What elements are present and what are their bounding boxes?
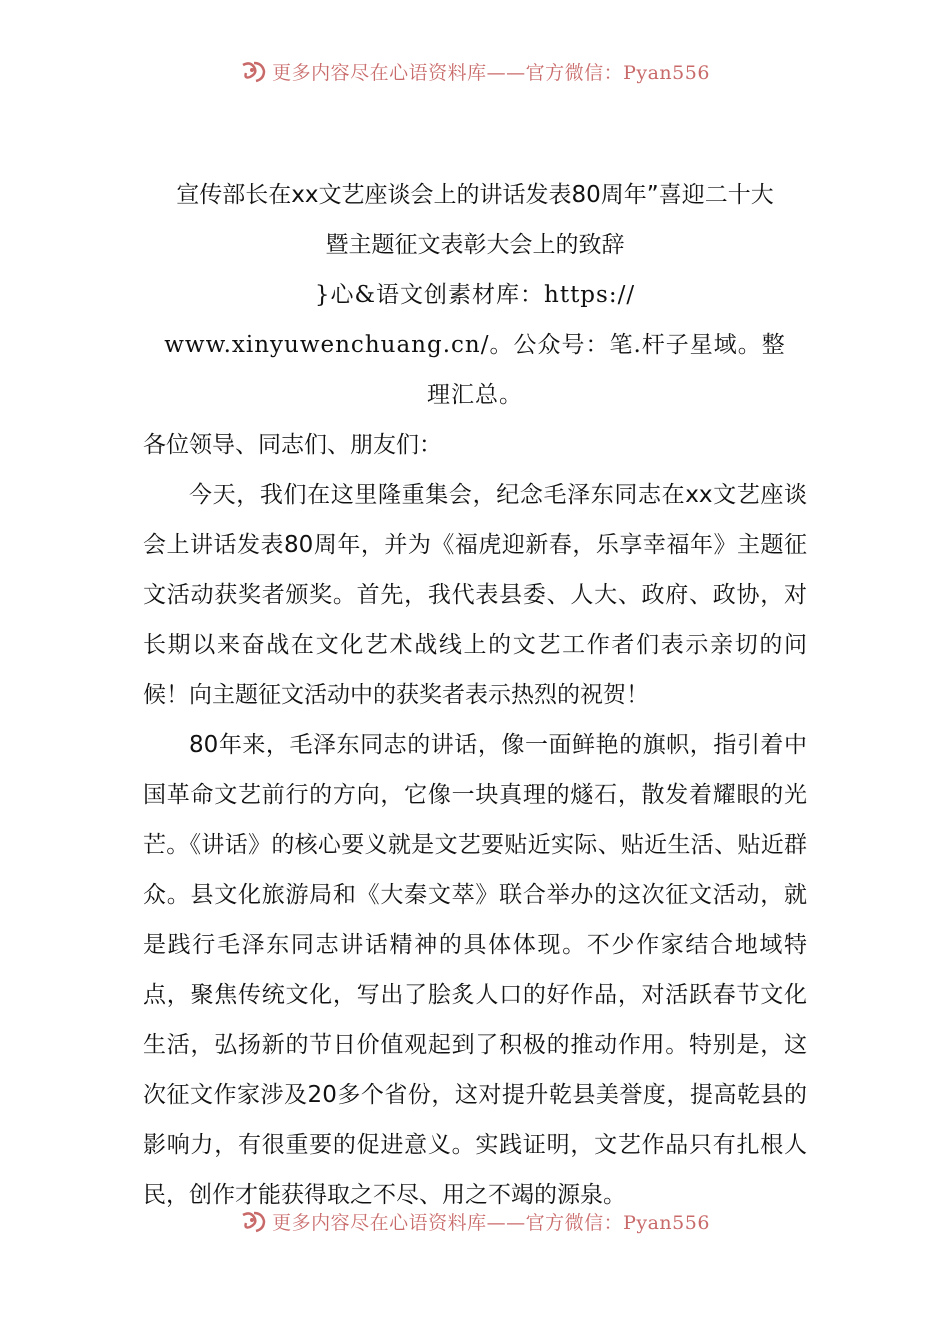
salutation: 各位领导、同志们、朋友们：: [143, 432, 442, 458]
footer-watermark: [0, 1206, 950, 1236]
source-note-line-3: 理汇总。: [427, 382, 523, 408]
document-body: [143, 170, 807, 1220]
source-note-line-1: }心&语文创素材库：https://: [314, 282, 636, 308]
body-paragraph-1: 今天，我们在这里隆重集会，纪念毛泽东同志在xx文艺座谈会上讲话发表80周年，并为《福虎迎新春，乐享幸福年》主题征文活动获奖者颁奖。首先，我代表县委、人大、政府、政协，对长期以来奋战在文化艺术战线上的文艺工作者们表示亲切的问候！向主题征文活动中的获奖者表示热烈的祝贺！: [143, 482, 807, 708]
header-watermark: [0, 56, 950, 86]
logo-icon: [240, 1209, 268, 1233]
document-title-line-2: 暨主题征文表彰大会上的致辞: [325, 232, 625, 258]
document-title-line-1: 宣传部长在xx文艺座谈会上的讲话发表80周年”喜迎二十大: [176, 182, 774, 208]
watermark-text: 更多内容尽在心语资料库——官方微信：Pyan556: [272, 1211, 710, 1234]
source-note-line-2: www.xinyuwenchuang.cn/。公众号：笔.杆子星域。整: [164, 332, 786, 358]
watermark-text: 更多内容尽在心语资料库——官方微信：Pyan556: [272, 61, 710, 84]
logo-icon: [240, 59, 268, 83]
body-paragraph-2: 80年来，毛泽东同志的讲话，像一面鲜艳的旗帜，指引着中国革命文艺前行的方向，它像一块真理的燧石，散发着耀眼的光芒。《讲话》的核心要义就是文艺要贴近实际、贴近生活、贴近群众。县文化旅游局和《大秦文萃》联合举办的这次征文活动，就是践行毛泽东同志讲话精神的具体体现。不少作家结合地域特点，聚焦传统文化，写出了脍炙人口的好作品，对活跃春节文化生活，弘扬新的节日价值观起到了积极的推动作用。特别是，这次征文作家涉及20多个省份，这对提升乾县美誉度，提高乾县的影响力，有很重要的促进意义。实践证明，文艺作品只有扎根人民，创作才能获得取之不尽、用之不竭的源泉。: [143, 732, 807, 1208]
